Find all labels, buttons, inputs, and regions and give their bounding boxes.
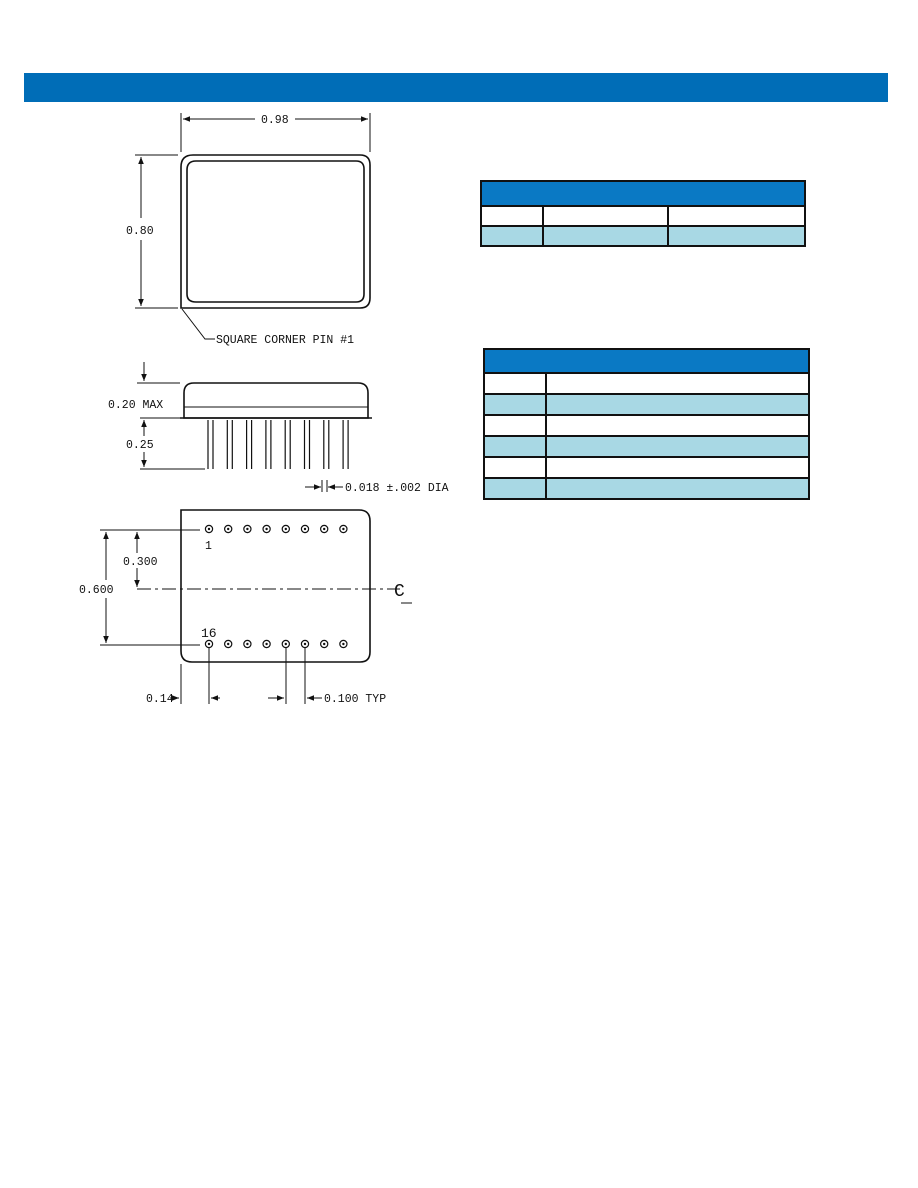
centerline-symbol: C	[394, 582, 405, 602]
pin-dot-center	[208, 643, 210, 645]
pitch-label: 0.100 TYP	[324, 693, 387, 706]
table-2-cell	[484, 457, 546, 478]
table-2-row	[484, 373, 809, 394]
table-2-cell	[484, 436, 546, 457]
table-2-cell	[546, 415, 809, 436]
pin-dot-center	[208, 528, 210, 530]
pin-dot-center	[246, 528, 248, 530]
table-1-row	[481, 206, 805, 226]
table-2-row	[484, 436, 809, 457]
package-outline	[181, 155, 370, 308]
table-2-header-cell	[484, 349, 809, 373]
height-label: 0.80	[126, 225, 154, 238]
table-2-cell	[484, 394, 546, 415]
table-2-cell	[484, 478, 546, 499]
table-1-cell	[543, 226, 668, 246]
pin-dot-center	[265, 643, 267, 645]
bottom-view	[79, 510, 412, 706]
pin-dot-center	[227, 528, 229, 530]
pin-dot-center	[285, 528, 287, 530]
body-height-label: 0.20 MAX	[108, 399, 164, 412]
table-2-cell	[546, 457, 809, 478]
side-body	[184, 383, 368, 418]
pin1-note: SQUARE CORNER PIN #1	[216, 334, 355, 347]
table-1-body	[481, 206, 805, 246]
package-inner-outline	[187, 161, 364, 302]
table-2-row	[484, 394, 809, 415]
pin-dot-center	[323, 643, 325, 645]
half-row-label: 0.300	[123, 556, 158, 569]
table-2-row	[484, 478, 809, 499]
side-pins	[208, 420, 348, 469]
table-2	[483, 348, 810, 500]
pin-dot-center	[304, 643, 306, 645]
table-1-cell	[481, 226, 543, 246]
table-2-cell	[546, 478, 809, 499]
table-2-row	[484, 457, 809, 478]
pin-dot-center	[304, 528, 306, 530]
table-1-header-cell	[481, 181, 805, 206]
pin-dot-center	[285, 643, 287, 645]
pin-length-label: 0.25	[126, 439, 154, 452]
width-label: 0.98	[261, 114, 289, 127]
pin-dot-center	[265, 528, 267, 530]
pin-dot-center	[342, 643, 344, 645]
table-1	[480, 180, 806, 247]
table-1-cell	[668, 226, 805, 246]
table-1-cell	[481, 206, 543, 226]
top-view	[126, 113, 370, 347]
pin-dot-center	[227, 643, 229, 645]
table-2-cell	[546, 436, 809, 457]
pin-dot-center	[246, 643, 248, 645]
edge-offset-label: 0.14	[146, 693, 174, 706]
table-1-header	[481, 181, 805, 206]
pin-dot-center	[342, 528, 344, 530]
table-2-cell	[484, 373, 546, 394]
pin-dot-center	[323, 528, 325, 530]
pin-diameter-label: 0.018 ±.002 DIA	[345, 482, 449, 495]
table-2-cell	[484, 415, 546, 436]
table-2-body	[484, 373, 809, 499]
table-2-cell	[546, 394, 809, 415]
pin16-label: 16	[201, 626, 217, 641]
bottom-pins	[205, 525, 347, 647]
side-view	[108, 362, 449, 495]
pin1-label: 1	[205, 540, 212, 553]
table-1-cell	[543, 206, 668, 226]
row-spacing-label: 0.600	[79, 584, 114, 597]
table-2-row	[484, 415, 809, 436]
table-1-row	[481, 226, 805, 246]
table-2-cell	[546, 373, 809, 394]
table-1-cell	[668, 206, 805, 226]
table-2-header	[484, 349, 809, 373]
